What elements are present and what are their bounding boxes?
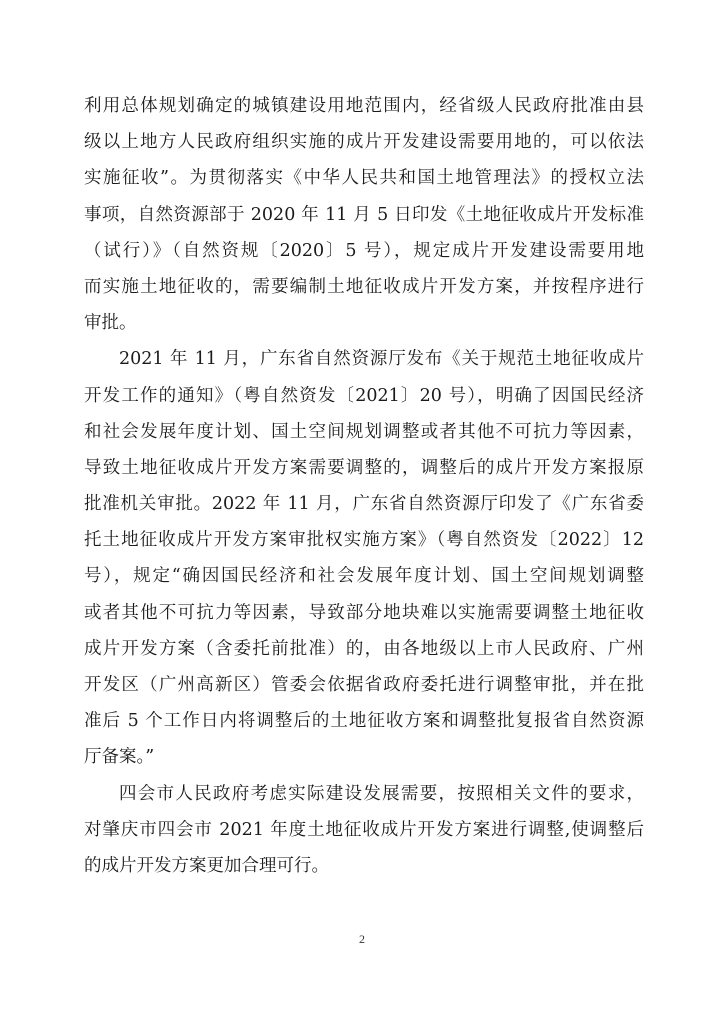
document-body: [84, 88, 644, 884]
text-line: 开发工作的通知》（粤自然资发〔2021〕20 号），明确了因国民经济: [84, 385, 644, 406]
paragraph-1: [84, 88, 644, 341]
page-number: 2: [359, 932, 365, 946]
text-line: 和社会发展年度计划、国土空间规划调整或者其他不可抗力等因素，: [84, 421, 644, 442]
text-line: 或者其他不可抗力等因素，导致部分地块难以实施需要调整土地征收: [84, 602, 644, 623]
text-line: 准后 5 个工作日内将调整后的土地征收方案和调整批复报省自然资源: [84, 711, 644, 732]
text-line: 四会市人民政府考虑实际建设发展需要，按照相关文件的要求，: [119, 783, 644, 804]
text-line: 批准机关审批。2022 年 11 月，广东省自然资源厅印发了《广东省委: [84, 494, 644, 515]
text-line: 2021 年 11 月，广东省自然资源厅发布《关于规范土地征收成片: [119, 349, 644, 370]
text-line: 的成片开发方案更加合理可行。: [84, 855, 329, 876]
text-line: 审批。: [84, 313, 137, 334]
text-line: 成片开发方案（含委托前批准）的，由各地级以上市人民政府、广州: [84, 638, 644, 659]
paragraph-3: [84, 776, 644, 885]
text-line: 号），规定“确因国民经济和社会发展年度计划、国土空间规划调整: [84, 566, 644, 587]
text-line: （试行）》（自然资规〔2020〕5 号），规定成片开发建设需要用地: [84, 240, 644, 261]
text-line: 事项，自然资源部于 2020 年 11 月 5 日印发《土地征收成片开发标准: [84, 204, 644, 225]
text-line: 实施征收”。为贯彻落实《中华人民共和国土地管理法》的授权立法: [84, 168, 644, 189]
text-line: 厅备案。”: [84, 747, 155, 768]
text-line: 托土地征收成片开发方案审批权实施方案》（粤自然资发〔2022〕12: [84, 530, 644, 551]
text-line: 级以上地方人民政府组织实施的成片开发建设需要用地的，可以依法: [84, 132, 644, 153]
text-line: 而实施土地征收的，需要编制土地征收成片开发方案，并按程序进行: [84, 276, 644, 297]
text-line: 开发区（广州高新区）管委会依据省政府委托进行调整审批，并在批: [84, 675, 644, 695]
text-line: 导致土地征收成片开发方案需要调整的，调整后的成片开发方案报原: [84, 457, 644, 478]
text-line: 利用总体规划确定的城镇建设用地范围内，经省级人民政府批准由县: [84, 96, 644, 116]
paragraph-2: [84, 341, 644, 775]
text-line: 对肇庆市四会市 2021 年度土地征收成片开发方案进行调整,使调整后: [84, 819, 644, 840]
